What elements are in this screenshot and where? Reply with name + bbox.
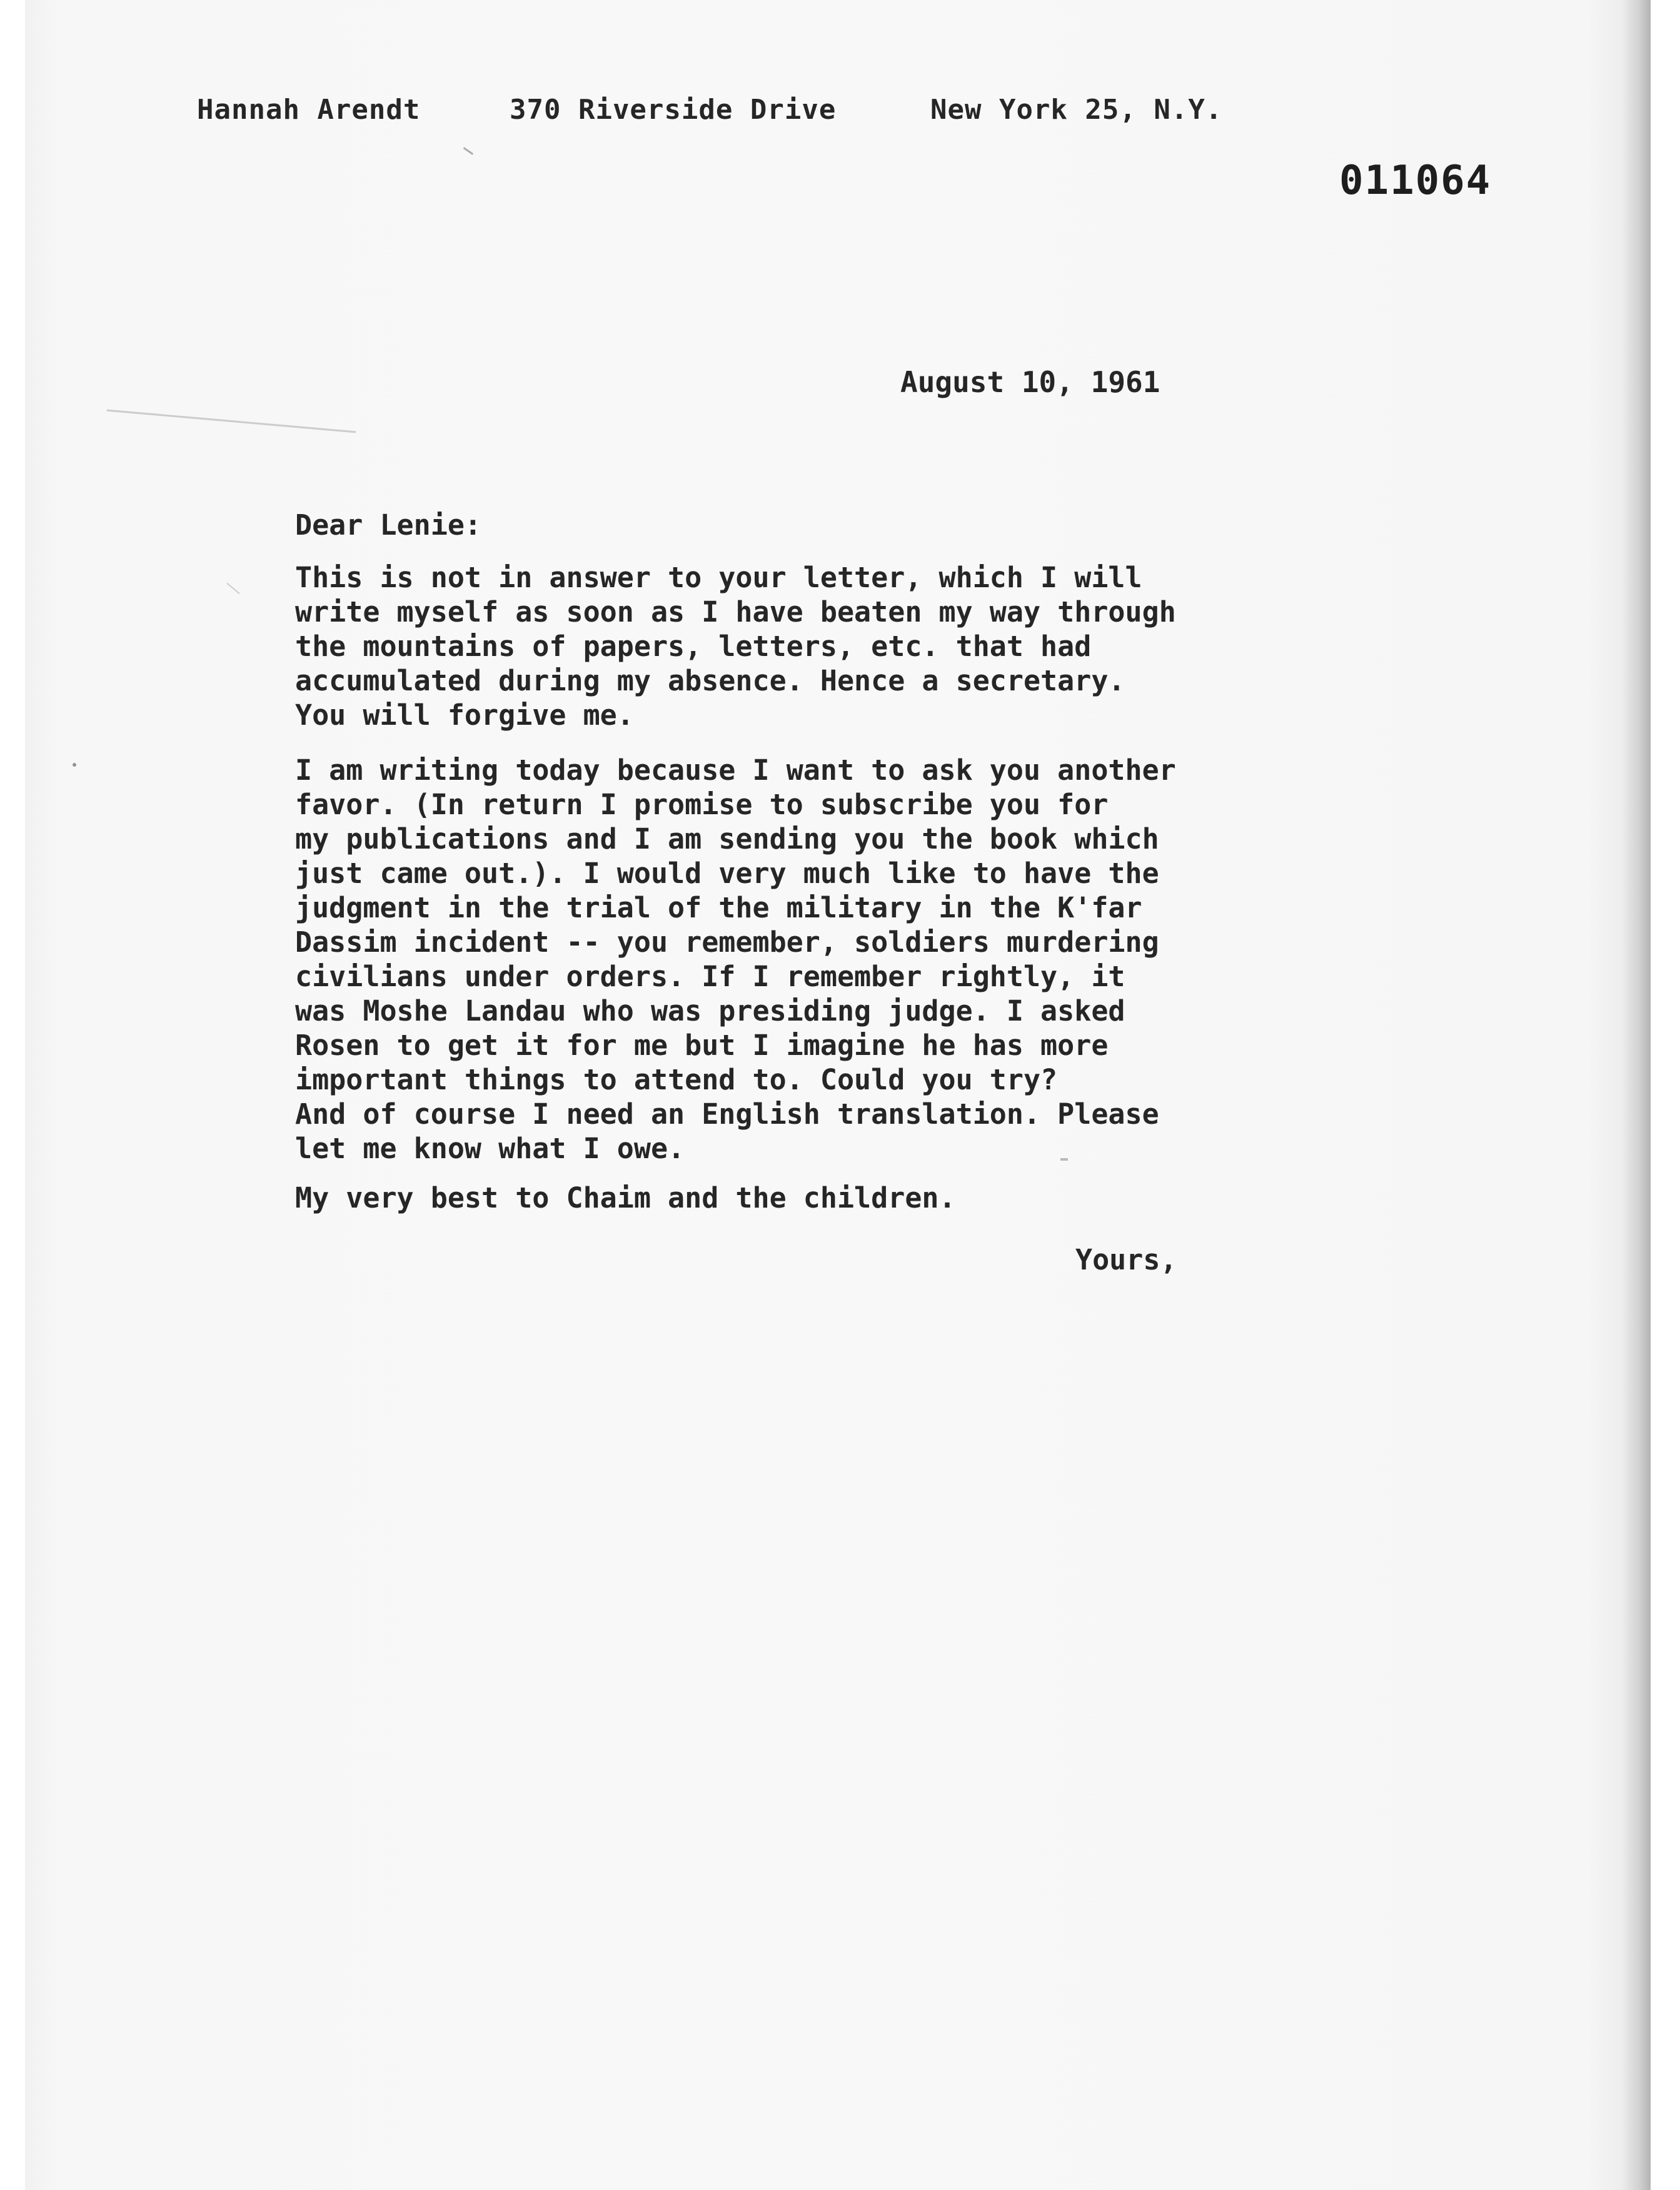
pen-mark [463, 147, 473, 155]
paragraph-1 [295, 560, 1176, 732]
paragraph-2-line: just came out.). I would very much like to have the [295, 857, 1159, 890]
paragraph-2-line: judgment in the trial of the military in the K'far [295, 891, 1142, 924]
paragraph-2-line: I am writing today because I want to ask you another [295, 754, 1176, 787]
letter-date: August 10, 1961 [900, 365, 1160, 399]
signoff: Yours, [1075, 1243, 1177, 1276]
paragraph-2-line: was Moshe Landau who was presiding judge. I asked [295, 994, 1125, 1027]
salutation: Dear Lenie: [295, 508, 482, 542]
page-edge-shadow [1622, 0, 1651, 2190]
paragraph-2-line: Rosen to get it for me but I imagine he has more [295, 1029, 1109, 1062]
paragraph-2-line: And of course I need an English translation. Please [295, 1098, 1159, 1131]
letterhead-city: New York 25, N.Y. [930, 94, 1223, 126]
paragraph-2-line: civilians under orders. If I remember rightly, it [295, 960, 1125, 993]
letter-page [25, 0, 1651, 2190]
ink-speck [73, 763, 76, 767]
paragraph-2 [295, 753, 1176, 1166]
ink-speck [1060, 1158, 1068, 1161]
letterhead-name: Hannah Arendt [197, 94, 421, 126]
document-number: 011064 [1339, 158, 1492, 204]
paragraph-2-line: let me know what I owe. [295, 1132, 685, 1165]
paragraph-2-line: my publications and I am sending you the book which [295, 822, 1159, 855]
paper-scratch-mark [226, 583, 239, 594]
paragraph-1-line: You will forgive me. [295, 699, 634, 732]
paragraph-1-line: write myself as soon as I have beaten my way through [295, 595, 1176, 628]
paragraph-2-line: favor. (In return I promise to subscribe you for [295, 788, 1109, 821]
paragraph-1-line: This is not in answer to your letter, which I will [295, 561, 1142, 594]
paragraph-1-line: the mountains of papers, letters, etc. that had [295, 630, 1092, 663]
closing-line: My very best to Chaim and the children. [295, 1181, 956, 1214]
paragraph-1-line: accumulated during my absence. Hence a secretary. [295, 664, 1125, 697]
paragraph-2-line: Dassim incident -- you remember, soldiers murdering [295, 926, 1159, 959]
letterhead-street: 370 Riverside Drive [510, 94, 837, 126]
paper-scratch-mark [107, 410, 356, 433]
paragraph-2-line: important things to attend to. Could you try? [295, 1063, 1058, 1096]
